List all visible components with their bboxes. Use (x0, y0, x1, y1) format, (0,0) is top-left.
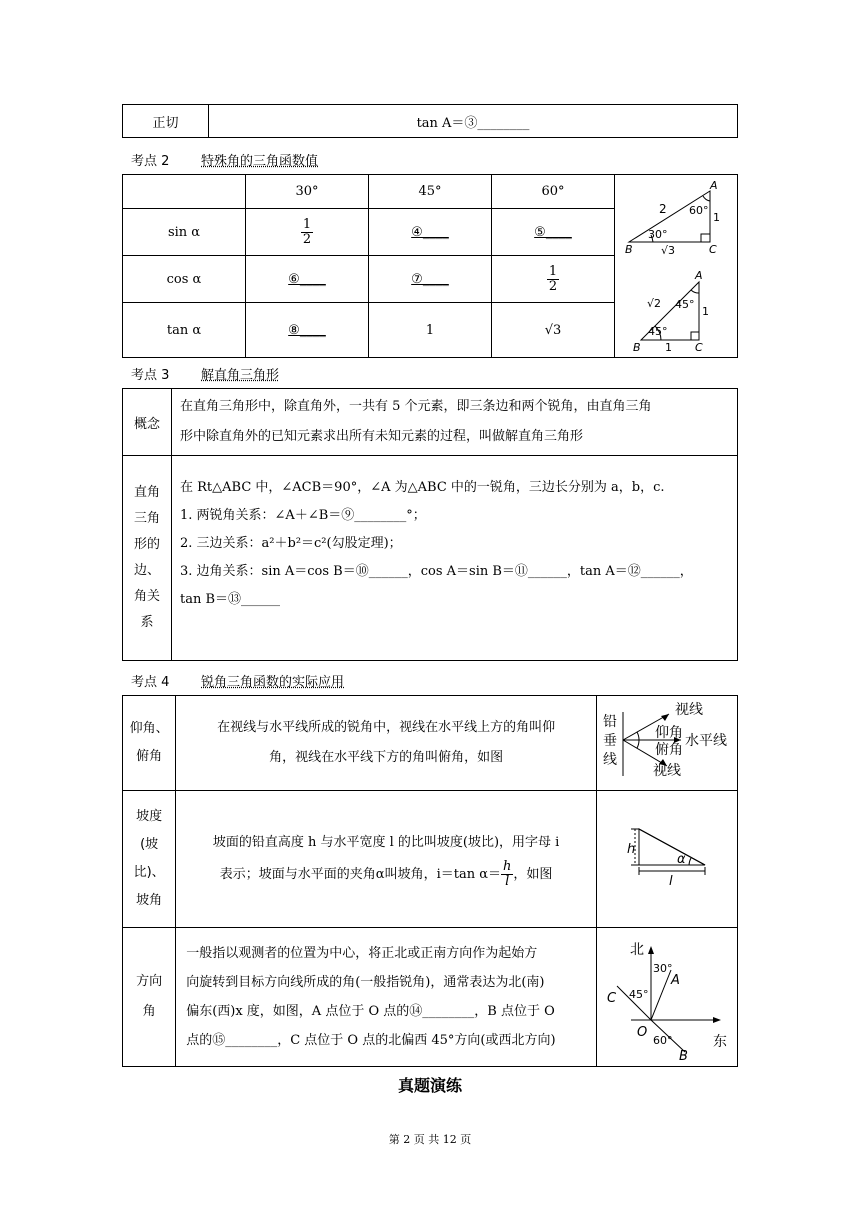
svg-text:东: 东 (712, 1034, 727, 1050)
svg-text:60°: 60° (652, 1034, 673, 1047)
svg-text:B: B (678, 1049, 688, 1062)
svg-text:l: l (668, 874, 673, 889)
fig2-label-c: C (695, 341, 703, 353)
fig2-base: 1 (665, 341, 672, 353)
row-label-cos: cos α (123, 256, 246, 303)
slope-line-2: 表示；坡面与水平面的夹角α叫坡角，i＝tan α＝ $\frac{h}{l}$ ，如图 (219, 859, 553, 889)
section-title-practice: 真题演练 (397, 1076, 462, 1095)
svg-text:α: α (676, 852, 686, 867)
relation-line: tan B＝⑬______ (180, 592, 281, 607)
tan-60: √3 (492, 303, 615, 358)
relation-line: 3. 边角关系：sin A＝cos B＝⑩______，cos A＝sin B＝⑪______，tan A＝⑫______， (180, 564, 693, 579)
relation-line: 1. 两锐角关系：∠A＋∠B＝⑨________°； (180, 508, 426, 523)
relations-label: 直角 三角 形的 边、 角关 系 (123, 456, 172, 661)
svg-text:视线: 视线 (652, 763, 681, 779)
tangent-label: 正切 (123, 105, 209, 138)
concept-label: 概念 (123, 389, 172, 456)
svg-text:铅: 铅 (602, 714, 617, 730)
svg-text:30°: 30° (652, 962, 673, 975)
fig1-angle-a: 60° (689, 204, 709, 217)
relation-line: 2. 三边关系：a²＋b²＝c²(勾股定理)； (180, 536, 402, 551)
fig1-side: 1 (713, 211, 720, 224)
fig1-hyp: 2 (659, 202, 667, 216)
header-45: 45° (369, 175, 492, 209)
fig2-label-b: B (633, 341, 641, 353)
sin-60: ⑤____ (492, 208, 615, 255)
figure-cell (615, 175, 738, 358)
header-60: 60° (492, 175, 615, 209)
fig2-label-a: A (695, 269, 703, 282)
section-number: 考点 3 (131, 368, 170, 383)
fig2-side: 1 (702, 305, 709, 318)
svg-text:线: 线 (602, 752, 617, 768)
section-number: 考点 2 (131, 154, 170, 169)
direction-figure-cell (596, 928, 737, 1067)
header-30: 30° (246, 175, 369, 209)
svg-text:北: 北 (629, 942, 644, 958)
svg-text:45°: 45° (628, 988, 649, 1001)
sin-30: $\frac{1}{2}$ (246, 208, 369, 255)
elevation-label: 仰角、 俯角 (123, 696, 176, 791)
svg-text:视线: 视线 (674, 702, 703, 718)
fig1-label-c: C (709, 243, 717, 256)
cos-60: $\frac{1}{2}$ (492, 256, 615, 303)
elevation-figure-cell (596, 696, 737, 791)
section-title: 解直角三角形 (201, 368, 280, 383)
section-heading-3 (131, 364, 279, 383)
concept-text (172, 389, 738, 456)
direction-angle-figure (597, 928, 737, 1062)
svg-text:A: A (670, 973, 680, 988)
svg-text:仰角: 仰角 (654, 725, 683, 741)
fig1-label-a: A (710, 179, 718, 192)
section-heading-2 (131, 150, 318, 169)
fig1-base: √3 (661, 244, 676, 257)
concept-line: 形中除直角外的已知元素求出所有未知元素的过程，叫做解直角三角形 (180, 429, 584, 444)
slope-text (176, 791, 597, 928)
cos-30: ⑥____ (246, 256, 369, 303)
tangent-row-table (122, 104, 738, 138)
fig2-angle-b: 45° (648, 325, 668, 338)
svg-text:C: C (606, 991, 617, 1006)
slope-figure-cell (596, 791, 737, 928)
tangent-formula: tan A＝③________ (209, 105, 738, 138)
svg-text:水平线: 水平线 (684, 733, 727, 749)
solve-right-triangle-table (122, 388, 738, 661)
elevation-text: 在视线与水平线所成的锐角中，视线在水平线上方的角叫仰 角，视线在水平线下方的角叫俯角，如图 (176, 696, 597, 791)
concept-line: 在直角三角形中，除直角外，一共有 5 个元素，即三条边和两个锐角，由直角三角 (180, 399, 652, 414)
svg-text:俯角: 俯角 (654, 742, 683, 758)
section-heading-4 (131, 671, 344, 690)
fig2-hyp: √2 (647, 297, 662, 310)
fig2-angle-a: 45° (675, 298, 695, 311)
slope-line: 坡面的铅直高度 h 与水平宽度 l 的比叫坡度(坡比)，用字母 i (212, 835, 560, 850)
section-number: 考点 4 (131, 675, 170, 690)
slope-figure (597, 791, 737, 923)
tan-45: 1 (369, 303, 492, 358)
fig1-label-b: B (625, 243, 633, 256)
section-title: 特殊角的三角函数值 (201, 154, 319, 169)
slope-label: 坡度 (坡 比)、 坡角 (123, 791, 176, 928)
section-title: 锐角三角函数的实际应用 (201, 675, 345, 690)
tan-30: ⑧____ (246, 303, 369, 358)
relations-text (172, 456, 738, 661)
sin-45: ④____ (369, 208, 492, 255)
svg-text:h: h (626, 842, 636, 857)
svg-text:O: O (636, 1025, 648, 1040)
special-triangles-figure (615, 175, 737, 353)
cos-45: ⑦____ (369, 256, 492, 303)
direction-label: 方向 角 (123, 928, 176, 1067)
page-footer: 第 2 页 共 12 页 (388, 1133, 472, 1146)
svg-text:垂: 垂 (602, 733, 617, 749)
row-label-tan: tan α (123, 303, 246, 358)
application-table (122, 695, 738, 1067)
fig1-angle-b: 30° (648, 228, 668, 241)
relation-line: 在 Rt△ABC 中，∠ACB＝90°，∠A 为△ABC 中的一锐角，三边长分别为 a，b，c. (180, 480, 665, 495)
special-angles-table (122, 174, 738, 358)
direction-text: 一般指以观测者的位置为中心，将正北或正南方向作为起始方 向旋转到目标方向线所成的角(一般指锐角)，通常表达为北(南) 偏东(西)x 度，如图，A 点位于 O 点的⑭________，B 点位于 O 点的⑮________，C 点位于 O 点的北偏西 45°方向(或西北方向) (176, 928, 597, 1067)
elevation-depression-figure (597, 696, 737, 786)
row-label-sin: sin α (123, 208, 246, 255)
